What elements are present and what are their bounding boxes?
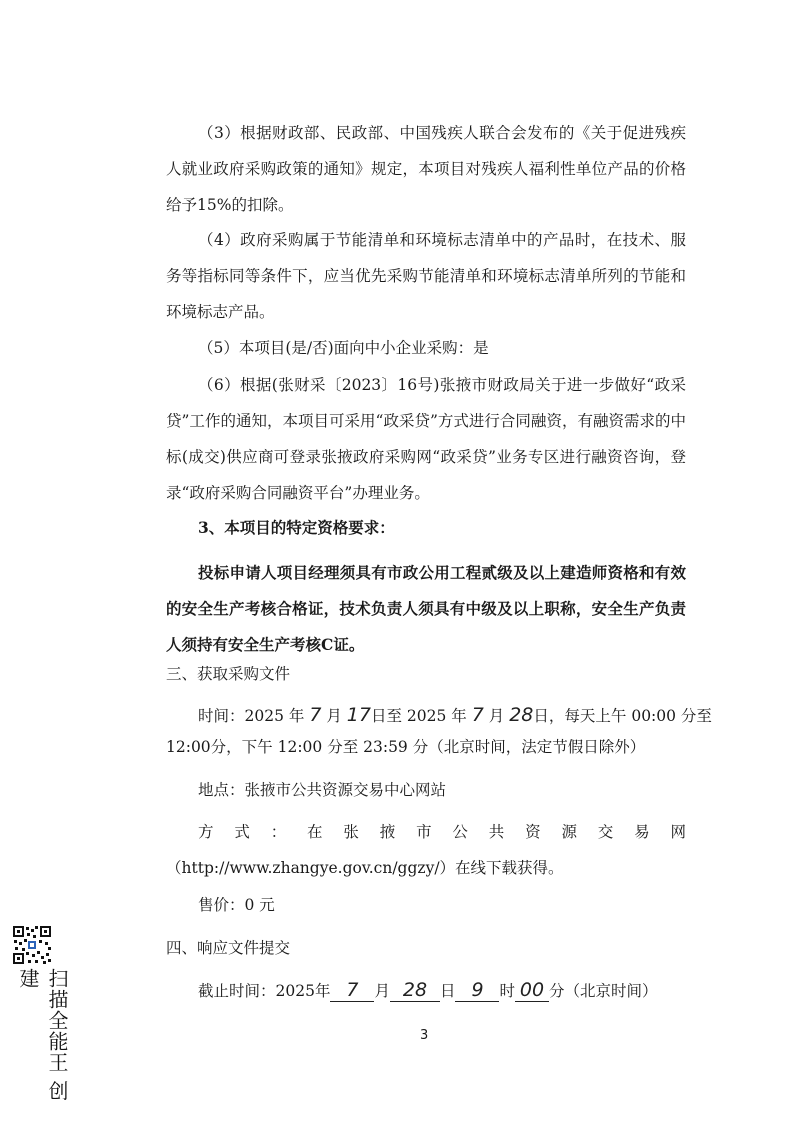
section-submit-heading: 四、响应文件提交: [166, 939, 291, 957]
deadline-hour-label: 时: [499, 982, 515, 1000]
section-qualification-heading: 3、本项目的特定资格要求：: [198, 518, 395, 537]
obtain-time-line-2: 12:00分，下午 12:00 分至 23:59 分（北京时间，法定节假日除外）: [166, 738, 646, 756]
page-number: 3: [420, 1028, 429, 1043]
time-label: 时间：2025 年: [198, 707, 305, 725]
scanner-watermark: 扫描全能王 创建: [16, 968, 69, 1102]
deadline-day-label: 日: [439, 982, 456, 1000]
time-mid: 日至 2025 年: [370, 707, 467, 725]
deadline-month-label: 月: [374, 982, 390, 1000]
handwritten-day-end: 28: [509, 704, 534, 726]
paragraph-sme: （5）本项目(是/否)面向中小企业采购：是: [198, 339, 489, 357]
month-label: 月: [326, 707, 342, 725]
time-tail: 日，每天上午 00:00 分至: [533, 707, 712, 725]
deadline-tail: 分（北京时间）: [549, 982, 658, 1000]
obtain-price: 售价：0 元: [198, 896, 275, 914]
handwritten-deadline-month: 7: [330, 979, 374, 1002]
handwritten-day-start: 17: [346, 704, 371, 726]
handwritten-month-end: 7: [471, 704, 484, 726]
month-label-2: 月: [488, 707, 505, 725]
submit-deadline-line: [198, 973, 658, 1009]
section-obtain-heading: 三、获取采购文件: [166, 665, 291, 683]
handwritten-deadline-hour: 9: [455, 979, 499, 1002]
deadline-label: 截止时间：2025年: [198, 982, 331, 1000]
paragraph-energy-saving: （4）政府采购属于节能清单和环境标志清单中的产品时，在技术、服务等指标同等条件下，应当优先采购节能清单和环境标志清单所列的节能和环境标志产品。: [166, 231, 686, 321]
handwritten-deadline-minute: 00: [515, 979, 549, 1002]
obtain-method: 方式：在张掖市公共资源交易网（http://www.zhangye.gov.cn/ggzy/）在线下载获得。: [166, 823, 686, 877]
qr-code-icon: [12, 925, 52, 965]
paragraph-disability-discount: （3）根据财政部、民政部、中国残疾人联合会发布的《关于促进残疾人就业政府采购政策的通知》规定，本项目对残疾人福利性单位产品的价格给予15%的扣除。: [166, 124, 686, 214]
paragraph-gov-loan: （6）根据(张财采〔2023〕16号)张掖市财政局关于进一步做好“政采贷”工作的通知，本项目可采用“政采贷”方式进行合同融资，有融资需求的中标(成交)供应商可登录张掖政府采购网“政采贷”业务专区进行融资咨询，登录“政府采购合同融资平台”办理业务。: [166, 376, 686, 502]
handwritten-month-start: 7: [309, 704, 322, 726]
obtain-location: 地点：张掖市公共资源交易中心网站: [198, 781, 447, 799]
handwritten-deadline-day: 28: [390, 979, 440, 1002]
section-qualification-body: 投标申请人项目经理须具有市政公用工程贰级及以上建造师资格和有效的安全生产考核合格证，技术负责人须具有中级及以上职称，安全生产负责人须持有安全生产考核C证。: [166, 563, 686, 654]
